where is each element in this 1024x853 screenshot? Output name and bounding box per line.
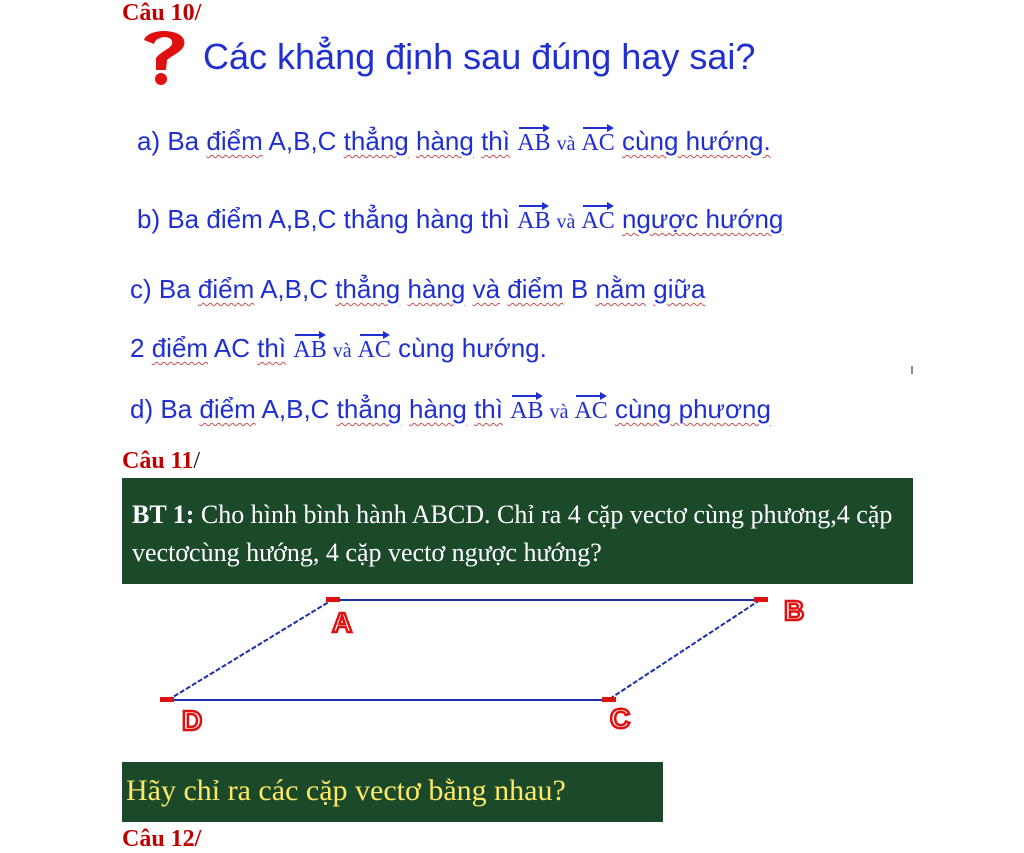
exercise-text: Cho hình bình hành ABCD. Chỉ ra 4 cặp vectơ cùng phương,4 cặp vectơcùng hướng, 4 cặp vectơ ngược hướng? [132,500,893,567]
vector-ab: AB [517,124,550,157]
edge-bc [608,600,760,700]
vertex-b-mark [754,597,768,602]
parallelogram-figure [150,588,850,748]
vector-ab: AB [293,331,326,364]
statement-d: d) Ba điểm A,B,C thẳng hàng thì AB và AC cùng phương [130,394,771,424]
stray-mark [911,366,913,374]
label-a: A [332,607,353,638]
vertex-d-mark [160,697,174,702]
question-10-title: Câu 10/ [122,0,202,26]
vector-ac: AC [581,124,614,157]
equal-vectors-question: Hãy chỉ ra các cặp vectơ bằng nhau? [122,762,663,822]
vertex-c-mark [602,697,616,702]
question-mark-icon [134,26,194,86]
label-d: D [182,705,203,736]
statement-c-line-2: 2 điểm AC thì AB và AC cùng hướng. [130,333,547,363]
exercise-box [122,478,913,584]
vector-ab: AB [517,202,550,235]
vertex-a-mark [326,597,340,602]
edge-da [168,600,332,700]
label-b: B [784,595,805,626]
vector-ac: AC [574,392,607,425]
question-11-title: Câu 11/ [122,448,201,474]
vector-ab: AB [510,392,543,425]
statement-a: a) Ba điểm A,B,C thẳng hàng thì AB và AC cùng hướng. [137,126,771,156]
statement-b: b) Ba điểm A,B,C thẳng hàng thì AB và AC ngược hướng [137,204,784,234]
exercise-label: BT 1: [132,500,195,529]
vector-ac: AC [581,202,614,235]
label-c: C [610,703,631,734]
question-12-title: Câu 12/ [122,826,202,852]
statement-c-line-1: c) Ba điểm A,B,C thẳng hàng và điểm B nằm giữa [130,274,706,304]
vector-ac: AC [358,331,391,364]
question-prompt: Các khẳng định sau đúng hay sai? [203,36,756,77]
